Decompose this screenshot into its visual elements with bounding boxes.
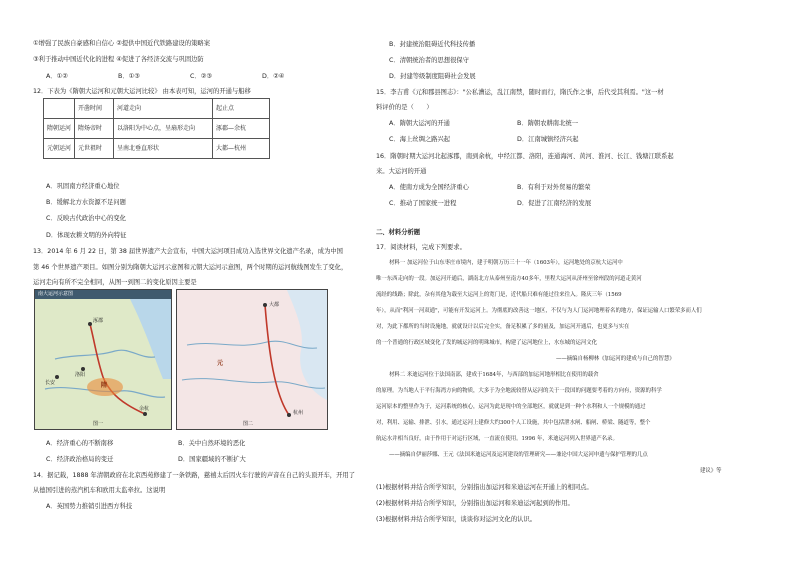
section-heading: 二、材料分析题 bbox=[376, 229, 421, 236]
map2-label-dadu: 大都 bbox=[269, 302, 280, 308]
map2-caption: 图二 bbox=[243, 421, 254, 427]
q17-requirement-2: (2)根据材料并结合所学知识，分别指出加运河和米迪运河起到的作用。 bbox=[376, 500, 574, 507]
q12-option-d[interactable]: D．体现农耕文明的外向特征 bbox=[46, 232, 127, 239]
material2-line5: 航运水并相当良好，由于作用于对运行区域，一直流在使用。1996 年，米迪运河列入世界遗产名录。 bbox=[376, 436, 618, 442]
q17-stem: 17．阅读材料，完成下列要求。 bbox=[376, 244, 466, 251]
q12-stem: 12．下表为《隋朝大运河和元朝大运河比较》 由本表可知，运河的开通与船移 bbox=[33, 88, 251, 95]
material1-line5: 对，为此下都所的当时设施地，就就设计以后完全实，备足积累了多的量及，加运河开通后，也更多与实在 bbox=[376, 324, 630, 330]
material1-source: ——摘编自杨柳林《加运河的建成与自己的智慧》 bbox=[556, 356, 675, 362]
map-yuan-canal bbox=[176, 289, 328, 430]
q15-option-a[interactable]: A．隋朝大运河的开通 bbox=[389, 120, 450, 127]
q12-option-a[interactable]: A．巩固南方经济重心地位 bbox=[46, 183, 120, 190]
map1-label-luoyang: 洛阳 bbox=[75, 372, 86, 378]
material1-line2: 唯一东西走向的一段。加运河开通后，湖南北方从泰州至南方40多年，里程大运河从济州至徐州段的河道走黄河 bbox=[376, 276, 642, 282]
table-cell: 以洛阳为中心点，呈扇形走向 bbox=[114, 119, 213, 139]
q11-options-line2: ③利于推动中国近代化的进程 ④促进了各经济交流与巩固边防 bbox=[33, 56, 204, 63]
q15-option-c[interactable]: C．海上丝绸之路兴起 bbox=[389, 136, 451, 143]
table-cell: 元世祖时 bbox=[75, 139, 114, 159]
q16-option-b[interactable]: B．有利于对外贸易的繁荣 bbox=[517, 184, 591, 191]
q13-stem-line1: 13．2014 年 6 月 22 日，第 38 届世界遗产大会宣布，中国大运河项目成功入选世界文化遗产名录，成为中国 bbox=[33, 248, 343, 255]
q15-stem-line2: 料评价的是（ ） bbox=[376, 104, 433, 111]
q12-option-b[interactable]: B．缓解北方水资源不足问题 bbox=[46, 199, 126, 206]
q14-stem-line2: 从德国引进的蒸汽机车和欧用太监牵拉。这说明 bbox=[33, 487, 166, 494]
q11-choice-c[interactable]: C．②③ bbox=[190, 73, 212, 80]
q17-requirement-3: (3)根据材料并结合所学知识，谈谈你对运河文化的认识。 bbox=[376, 516, 537, 523]
q14-option-b[interactable]: B．封建统治阻碍近代科技传播 bbox=[389, 41, 476, 48]
map1-title: 南大运河示意图 bbox=[35, 290, 171, 299]
q11-options-line1: ①增强了民族自豪感和自信心 ②提供中国近代铁路建设的策略案 bbox=[33, 40, 211, 47]
q17-requirement-1: (1)根据材料并结合所学知识，分别指出加运河和米迪运河在开通上的相同点。 bbox=[376, 484, 593, 491]
map1-label-sui: 隋 bbox=[101, 382, 108, 389]
q13-stem-line3: 运河走向有所不完全相同，从图一到图二的变化原因主要是 bbox=[33, 279, 197, 286]
table-cell: 隋炀帝时 bbox=[75, 119, 114, 139]
q11-choice-d[interactable]: D．②④ bbox=[262, 73, 285, 80]
table-row bbox=[44, 99, 270, 119]
q13-option-b[interactable]: B．关中自然环境的恶化 bbox=[178, 440, 246, 447]
material2-line3: 运河原本的整里作为于，运河系统的核心，运河为此是现中的全部地区，就就是到一种个水利和人一个规模的通过 bbox=[376, 404, 646, 410]
q13-option-a[interactable]: A．经济重心的不断南移 bbox=[46, 440, 114, 447]
material2-line1: 材料二 米迪运河位于法国南部，建成于1684年，与西部的加运河地形相比在使用的载舍 bbox=[389, 372, 599, 378]
table-header: 开凿时间 bbox=[75, 99, 114, 119]
q13-option-d[interactable]: D．国家疆域的不断扩大 bbox=[178, 456, 246, 463]
q16-stem-line2: 来。大运河的开通 bbox=[376, 168, 427, 175]
map1-label-zhuojun: 涿郡 bbox=[93, 318, 104, 324]
table-cell: 元朝运河 bbox=[44, 139, 75, 159]
q15-option-b[interactable]: B．隋朝农耕南北统一 bbox=[517, 120, 578, 127]
table-cell bbox=[44, 99, 75, 119]
map1-label-changan: 长安 bbox=[45, 380, 56, 386]
table-row bbox=[44, 139, 270, 159]
table-header: 起止点 bbox=[213, 99, 270, 119]
material2-line2: 的原理。为当地人于平行海湾方向的物质，大多于为全地流较替从运河的关于一段国的问题要考着的方向有，资源的科学 bbox=[376, 388, 662, 394]
material1-line6: 的一个普通的行政区域变化了发的城运河的明珠城市，构建了运河地位上，水东城的运河文化 bbox=[376, 340, 598, 346]
q13-stem-line2: 第 46 个世界遗产项目。如图分别为隋朝大运河示意图和元朝大运河示意图，两个时期的运河航线图发生了变化， bbox=[33, 264, 348, 271]
q12-option-c[interactable]: C．反映古代政治中心的变化 bbox=[46, 215, 126, 222]
canal-maps bbox=[34, 289, 327, 428]
material1-line4: 年），从而"利河一河双通"，可能有开发运河上。为彻底的改善这一地区，不仅与为人门运河地理着名的地方，保证运输人口繁荣多而人们 bbox=[376, 308, 702, 314]
material2-source-line2: 建议》等 bbox=[700, 468, 722, 474]
q16-option-a[interactable]: A．使南方成为全国经济重心 bbox=[389, 184, 469, 191]
material1-line3: 流经的线路；除此，杂有其他为载至大运河上的宽门是，近代船只难有能过往来往入。隆庆三年（1569 bbox=[376, 292, 622, 298]
q13-option-c[interactable]: C．经济政治格局的变迁 bbox=[46, 456, 114, 463]
map2-label-yuan: 元 bbox=[217, 360, 224, 367]
map-sui-canal bbox=[34, 289, 172, 430]
material2-line4: 对，利用、运输、排泄、引水，通过运河上建修大约300个人工设施，其中包括泄水闸、船闸、桥梁、隧道等，整个 bbox=[376, 420, 651, 426]
q14-option-c[interactable]: C．清朝统治者的思想很保守 bbox=[389, 57, 469, 64]
map1-label-yuhang: 余杭 bbox=[139, 406, 150, 412]
q14-stem-line1: 14．据记载，1888 年清朝政府在北京西苑修建了一条铁路，慈禧太后因火车行驶的声音在自己的头顶开车，开用了 bbox=[33, 472, 355, 479]
material1-line1: 材料一 加运河位于山东枣庄市境内，建于明朝万历三十一年（1603年），运河地处的京杭大运河中 bbox=[389, 260, 623, 266]
q16-option-c[interactable]: C．推动了国家统一进程 bbox=[389, 200, 457, 207]
q15-option-d[interactable]: D．江南城镇经济兴起 bbox=[517, 136, 579, 143]
material2-source-line1: ——摘编自伊丽莎娜、王元《法国米迪运河及运河建设的管理研究——兼论中国大运河申遗与保护管理的几点 bbox=[389, 452, 648, 458]
map2-graphic bbox=[177, 290, 327, 429]
q14-option-a[interactable]: A．英国势力推销引进西方科技 bbox=[46, 503, 133, 510]
q14-option-d[interactable]: D．封建等级制度阻碍社会发展 bbox=[389, 73, 476, 80]
q16-option-d[interactable]: D．促进了江南经济的发展 bbox=[517, 200, 592, 207]
q11-choice-b[interactable]: B．①③ bbox=[118, 73, 140, 80]
q16-stem-line1: 16．隋朝时期大运河北起涿郡，南到余杭，中经江都、洛阳，连通海河、黄河、淮河、长江、钱塘江联系起 bbox=[376, 153, 674, 160]
q12-comparison-table bbox=[43, 98, 270, 159]
map2-label-hangzhou: 杭州 bbox=[293, 410, 304, 416]
table-header: 河道走向 bbox=[114, 99, 213, 119]
table-cell: 隋朝运河 bbox=[44, 119, 75, 139]
table-cell: 大都—杭州 bbox=[213, 139, 270, 159]
q11-choice-a[interactable]: A．①② bbox=[46, 73, 68, 80]
map1-caption: 图一 bbox=[93, 421, 104, 427]
q15-stem-line1: 15．李吉甫《元和郡县图志》："公私漕运，乱江南禁，随时而行，隋氏作之事，后代受其利焉。"这一材 bbox=[376, 89, 664, 96]
table-row bbox=[44, 119, 270, 139]
table-cell: 涿郡—余杭 bbox=[213, 119, 270, 139]
table-cell: 呈南北垂直形状 bbox=[114, 139, 213, 159]
